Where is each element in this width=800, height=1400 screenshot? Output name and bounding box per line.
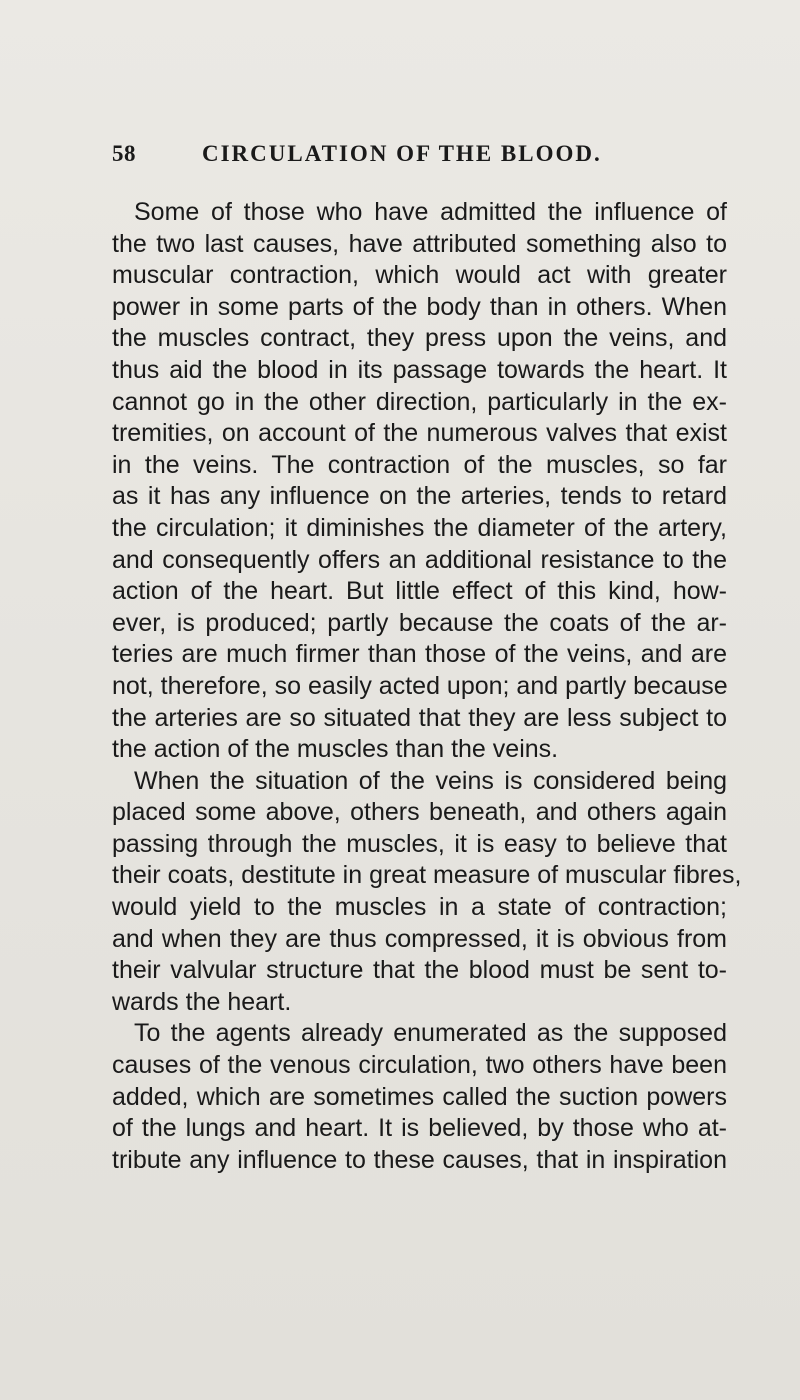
text-line: the two last causes, have attributed something also to (112, 229, 727, 258)
text-line: tribute any influence to these causes, that in inspiration (112, 1145, 727, 1174)
text-line: placed some above, others beneath, and others again (112, 798, 727, 827)
text-line: added, which are sometimes called the suction powers (112, 1082, 727, 1111)
text-line: as it has any influence on the arteries, tends to retard (112, 482, 727, 511)
text-line: their coats, destitute in great measure of muscular fibres, (112, 861, 742, 890)
text-line: muscular contraction, which would act with greater (112, 261, 727, 290)
text-line: power in some parts of the body than in others. When (112, 292, 727, 321)
text-line: not, therefore, so easily acted upon; and partly because (112, 671, 728, 700)
running-head: CIRCULATION OF THE BLOOD. (202, 141, 602, 166)
text-line: and consequently offers an additional resistance to the (112, 545, 727, 574)
text-line: teries are much firmer than those of the veins, and are (112, 640, 727, 669)
text-line: causes of the venous circulation, two others have been (112, 1051, 727, 1080)
text-line: would yield to the muscles in a state of contraction; (112, 893, 727, 922)
text-line: Some of those who have admitted the influence of (134, 198, 727, 226)
text-line: in the veins. The contraction of the muscles, so far (112, 450, 727, 479)
text-line: When the situation of the veins is considered being (134, 766, 727, 795)
text-line: tremities, on account of the numerous valves that exist (112, 419, 727, 448)
text-line: cannot go in the other direction, particularly in the ex- (112, 387, 727, 416)
text-line: wards the heart. (112, 987, 292, 1016)
text-line: ever, is produced; partly because the coats of the ar- (112, 608, 727, 637)
text-line: To the agents already enumerated as the supposed (134, 1019, 727, 1048)
text-line: of the lungs and heart. It is believed, by those who at- (112, 1114, 727, 1143)
body-text (112, 197, 742, 1176)
text-line: thus aid the blood in its passage towards the heart. It (112, 355, 727, 384)
text-line: their valvular structure that the blood must be sent to- (112, 956, 727, 985)
text-line: and when they are thus compressed, it is obvious from (112, 924, 727, 953)
paragraph-2 (112, 766, 742, 1019)
text-line: passing through the muscles, it is easy to believe that (112, 829, 727, 858)
text-line: action of the heart. But little effect of this kind, how- (112, 577, 727, 606)
page-number: 58 (112, 141, 136, 166)
text-line: the arteries are so situated that they are less subject to (112, 703, 727, 732)
text-line: the action of the muscles than the veins. (112, 735, 559, 764)
page-header (112, 141, 727, 171)
paragraph-3 (112, 1018, 727, 1176)
paragraph-1 (112, 197, 727, 766)
text-line: the muscles contract, they press upon the veins, and (112, 324, 727, 353)
text-line: the circulation; it diminishes the diameter of the artery, (112, 513, 727, 542)
